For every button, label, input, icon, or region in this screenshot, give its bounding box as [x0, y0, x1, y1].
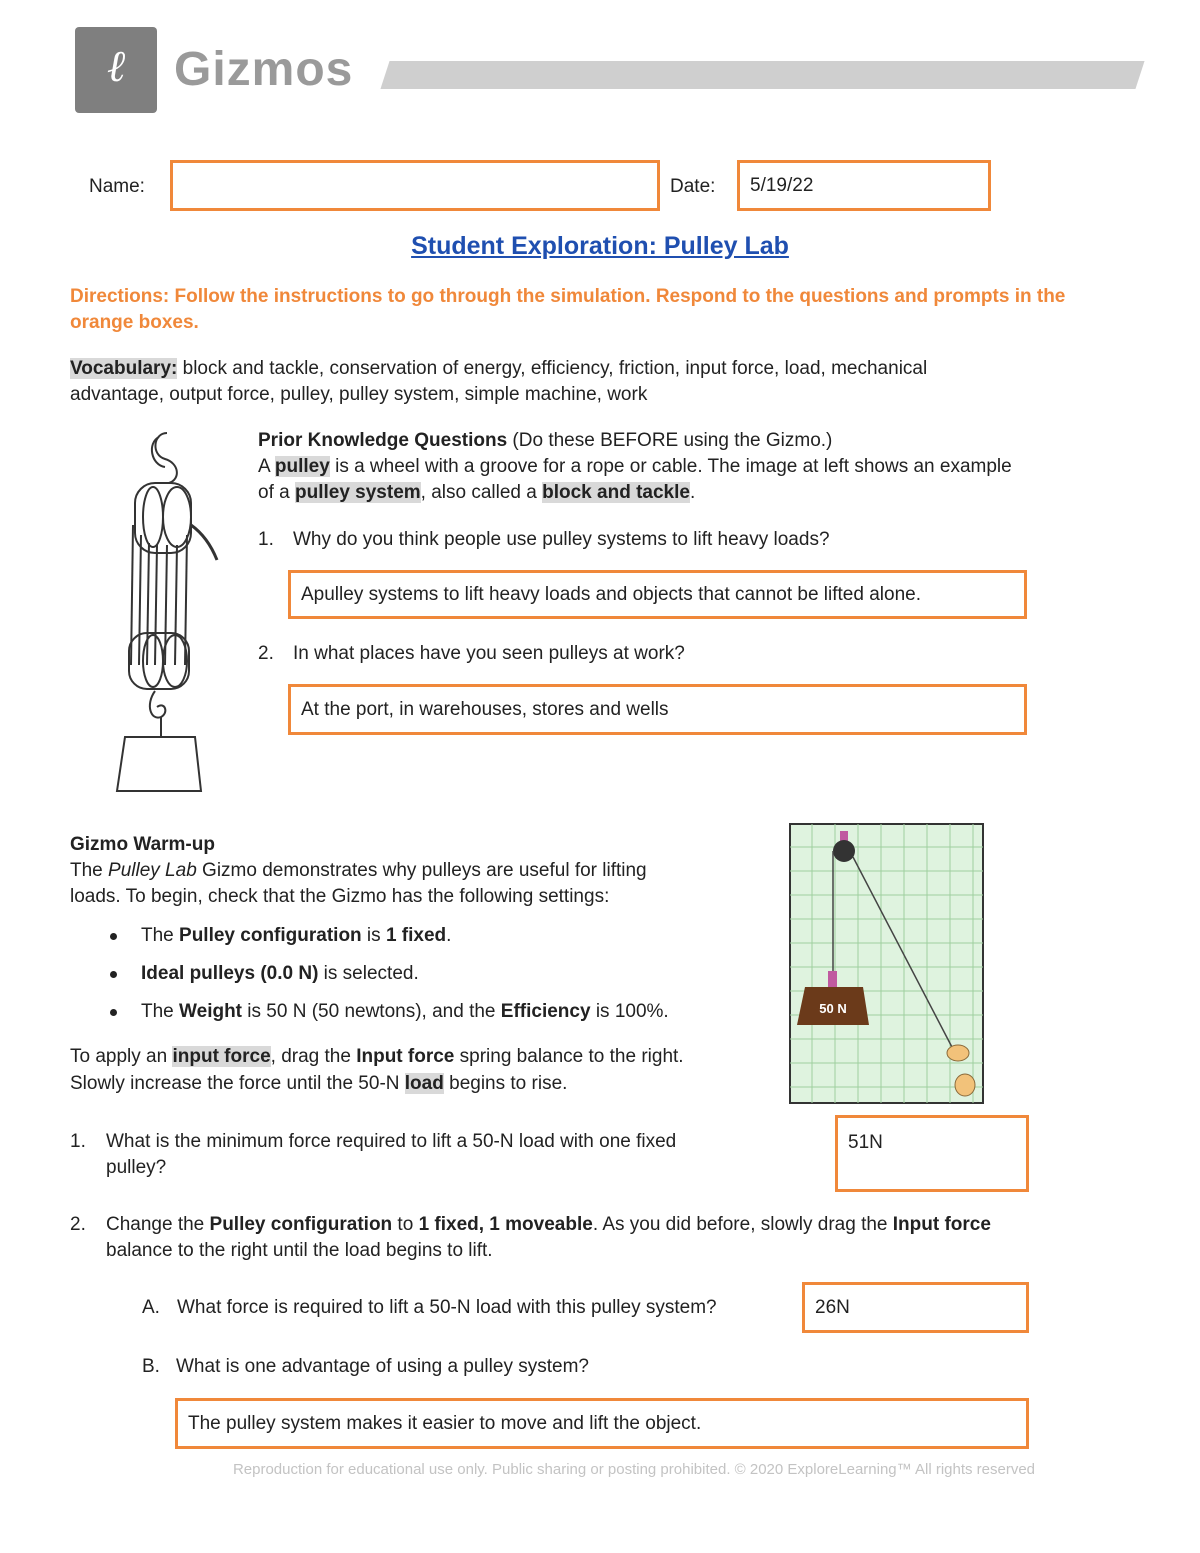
block-and-tackle-image [95, 425, 235, 795]
prior-line-2: of a pulley system, also called a block and tackle. [258, 482, 696, 503]
date-label: Date: [670, 176, 716, 197]
warmup-answer-b[interactable]: The pulley system makes it easier to move and lift the object. [175, 1398, 1029, 1449]
warmup-answer-a[interactable]: 26N [802, 1282, 1029, 1333]
pulley-gizmo-image [789, 823, 984, 1104]
gizmos-logo-text: Gizmos [174, 43, 354, 96]
prior-q1-number: 1. [258, 529, 274, 550]
vocabulary-label: Vocabulary: [70, 358, 178, 379]
setting-pulley-config: The Pulley configuration is 1 fixed. [141, 925, 452, 946]
directions-text: Directions: Follow the instructions to go through the simulation. Respond to the questions and prompts in the orange boxes. [70, 286, 1066, 333]
warmup-line-2: loads. To begin, check that the Gizmo has the following settings: [70, 886, 610, 907]
prior-line-1: A pulley is a wheel with a groove for a rope or cable. The image at left shows an example [258, 456, 1012, 477]
vocabulary-line-2: advantage, output force, pulley, pulley system, simple machine, work [70, 384, 648, 405]
prior-q2-text: In what places have you seen pulleys at work? [293, 643, 685, 664]
prior-heading: Prior Knowledge Questions [258, 430, 508, 451]
prior-answer-2[interactable]: At the port, in warehouses, stores and wells [288, 684, 1027, 735]
setting-weight-efficiency: The Weight is 50 N (50 newtons), and the Efficiency is 100%. [141, 1001, 669, 1022]
setting-ideal-pulleys: Ideal pulleys (0.0 N) is selected. [141, 963, 419, 984]
warmup-qa-text: What force is required to lift a 50-N load with this pulley system? [177, 1297, 717, 1318]
warmup-line-1: The Pulley Lab Gizmo demonstrates why pulleys are useful for lifting [70, 860, 647, 881]
warmup-q1-line-2: pulley? [106, 1157, 167, 1178]
prior-heading-line: Prior Knowledge Questions (Do these BEFORE using the Gizmo.) [258, 430, 833, 451]
bullet-icon [110, 933, 117, 940]
warmup-q2-number: 2. [70, 1214, 86, 1235]
warmup-qa-number: A. [142, 1297, 160, 1318]
header-bar [380, 61, 1144, 89]
bullet-icon [110, 1009, 117, 1016]
warmup-q1-number: 1. [70, 1131, 86, 1152]
footer-copyright: Reproduction for educational use only. Public sharing or posting prohibited. © 2020 ExploreLearning™ All rights reserved [232, 1461, 1036, 1478]
prior-answer-1[interactable]: Apulley systems to lift heavy loads and objects that cannot be lifted alone. [288, 570, 1027, 619]
warmup-heading: Gizmo Warm-up [70, 834, 215, 855]
page-title: Student Exploration: Pulley Lab [411, 232, 789, 260]
prior-q1-text: Why do you think people use pulley systems to lift heavy loads? [293, 529, 830, 550]
name-field[interactable] [170, 160, 660, 211]
bullet-icon [110, 971, 117, 978]
vocabulary-line-1: Vocabulary: block and tackle, conservation of energy, efficiency, friction, input force, load, mechanical [70, 358, 928, 379]
warmup-q2-line-2: balance to the right until the load begins to lift. [106, 1240, 493, 1261]
name-label: Name: [89, 176, 145, 197]
warmup-q1-line-1: What is the minimum force required to lift a 50-N load with one fixed [106, 1131, 677, 1152]
warmup-qb-number: B. [142, 1356, 160, 1377]
sim-weight-label: 50 N [819, 1001, 847, 1016]
increase-force-line: Slowly increase the force until the 50-N load begins to rise. [70, 1073, 568, 1094]
prior-q2-number: 2. [258, 643, 274, 664]
date-field[interactable]: 5/19/22 [737, 160, 991, 211]
warmup-answer-1[interactable]: 51N [835, 1115, 1029, 1192]
warmup-q2-line-1: Change the Pulley configuration to 1 fixed, 1 moveable. As you did before, slowly drag the Input force [106, 1214, 991, 1235]
warmup-qb-text: What is one advantage of using a pulley system? [176, 1356, 589, 1377]
gizmos-logo-icon: ℓ [75, 27, 157, 113]
apply-force-line: To apply an input force, drag the Input force spring balance to the right. [70, 1046, 684, 1067]
